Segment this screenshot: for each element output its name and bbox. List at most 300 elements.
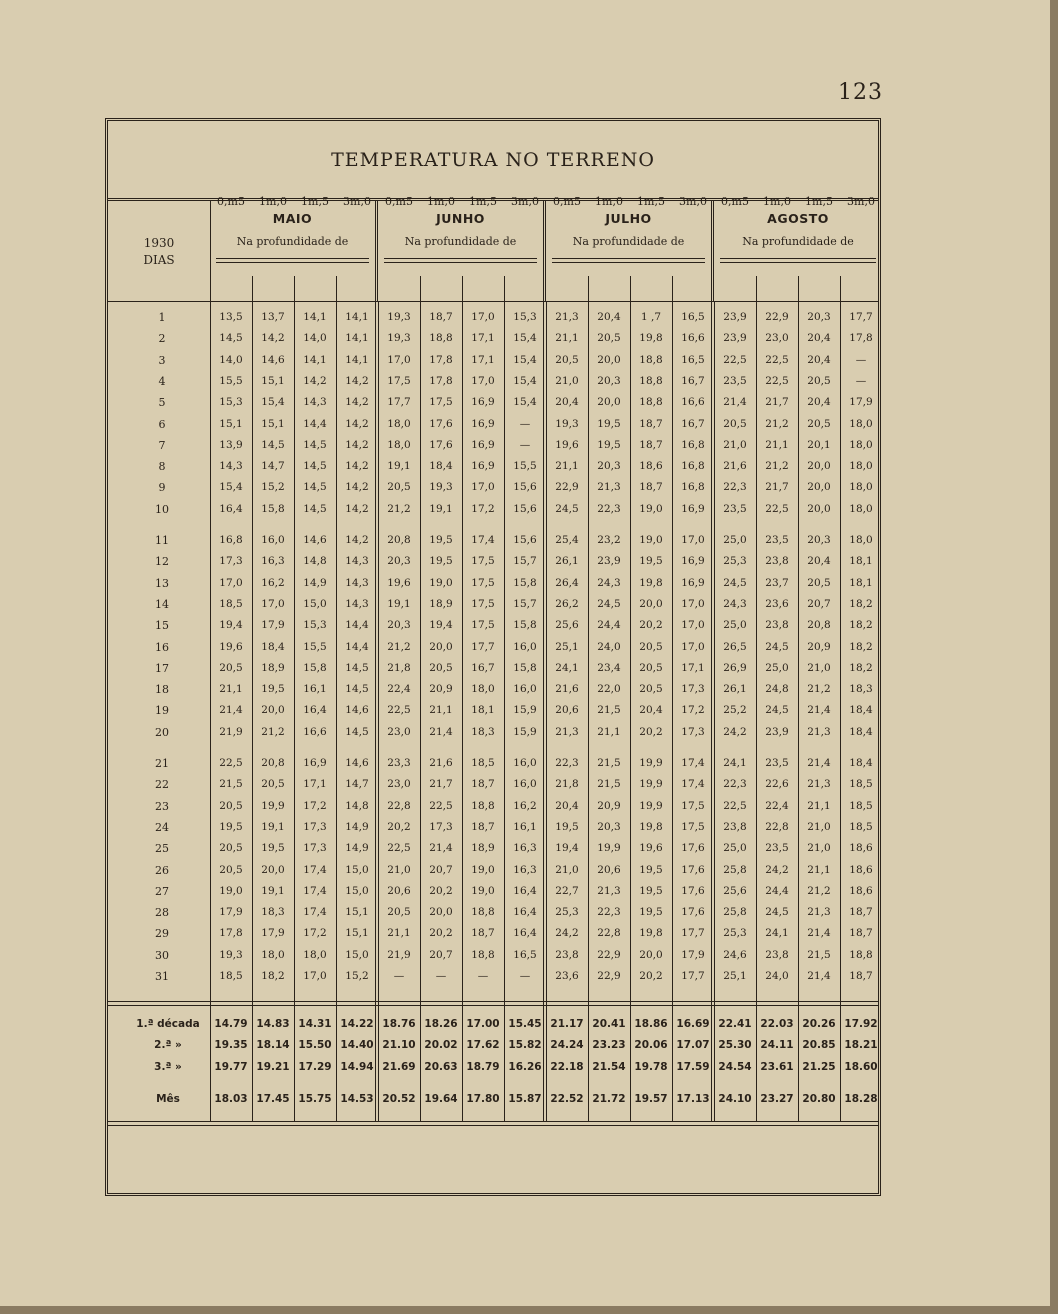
temperature-cell: 18,0 xyxy=(261,948,285,961)
temperature-cell: 21,0 xyxy=(387,863,411,876)
depth-label: 1m,5 xyxy=(805,195,833,208)
temperature-cell: 19,1 xyxy=(387,597,411,610)
temperature-cell: 14,5 xyxy=(219,332,243,345)
temperature-cell: 16,6 xyxy=(681,396,705,409)
temperature-cell: 15,0 xyxy=(345,884,369,897)
temperature-cell: 23,0 xyxy=(765,332,789,345)
temperature-cell: 21,2 xyxy=(261,725,285,738)
temperature-cell: 13,9 xyxy=(219,438,243,451)
depth-label: 0,m5 xyxy=(553,195,581,208)
temperature-cell: 20,5 xyxy=(723,417,747,430)
temperature-cell: 17,5 xyxy=(681,799,705,812)
temperature-cell: 22,5 xyxy=(765,374,789,387)
temperature-cell: 18,2 xyxy=(261,970,285,982)
summary-cell: 18.60 xyxy=(844,1061,878,1073)
temperature-cell: 26,1 xyxy=(555,555,579,568)
temperature-cell: 17,9 xyxy=(261,619,285,632)
temperature-cell: 19,0 xyxy=(639,534,663,546)
temperature-cell: 15,1 xyxy=(261,374,285,387)
temperature-cell: 24,3 xyxy=(723,597,747,610)
temperature-cell: 23,9 xyxy=(597,555,621,568)
day-number: 5 xyxy=(158,396,166,410)
temperature-cell: 16,9 xyxy=(471,417,495,430)
temperature-cell: 25,0 xyxy=(723,534,747,546)
temperature-cell: 15,4 xyxy=(261,396,285,409)
temperature-cell: 15,2 xyxy=(261,481,285,494)
temperature-cell: 18,3 xyxy=(261,906,285,919)
temperature-cell: 20,8 xyxy=(261,757,285,769)
temperature-cell: 19,8 xyxy=(639,820,663,833)
temperature-cell: 22,8 xyxy=(597,927,621,940)
temperature-cell: 17,9 xyxy=(219,906,243,919)
temperature-cell: 20,0 xyxy=(639,597,663,610)
temperature-cell: 22,3 xyxy=(555,757,579,769)
temperature-cell: 20,4 xyxy=(807,555,831,568)
temperature-cell: 20,5 xyxy=(387,481,411,494)
summary-cell: 22.41 xyxy=(718,1018,752,1030)
temperature-cell: 14,6 xyxy=(345,704,369,717)
temperature-cell: 19,0 xyxy=(429,576,453,589)
depth-subtitle: Na profundidade de xyxy=(236,235,349,248)
temperature-cell: 14,1 xyxy=(345,353,369,366)
temperature-cell: 19,3 xyxy=(555,417,579,430)
summary-cell: 15.82 xyxy=(508,1039,542,1051)
day-number: 12 xyxy=(155,555,169,569)
temperature-cell: 17,1 xyxy=(681,661,705,674)
temperature-cell: 23,5 xyxy=(765,842,789,855)
temperature-cell: 16,9 xyxy=(303,757,327,769)
temperature-cell: 16,1 xyxy=(303,683,327,696)
temperature-cell: 17,5 xyxy=(471,597,495,610)
year-label: 1930 xyxy=(143,236,175,250)
temperature-cell: 21,4 xyxy=(219,704,243,717)
summary-cell: 24.54 xyxy=(718,1061,752,1073)
temperature-cell: 16,2 xyxy=(513,799,537,812)
month-rule xyxy=(552,258,705,263)
temperature-cell: 23,8 xyxy=(555,948,579,961)
temperature-cell: 21,8 xyxy=(387,661,411,674)
temperature-cell: 21,2 xyxy=(387,502,411,515)
temperature-cell: 17,8 xyxy=(219,927,243,940)
temperature-cell: 18,2 xyxy=(849,640,873,653)
temperature-cell: 16,1 xyxy=(513,820,537,833)
temperature-cell: 14,2 xyxy=(345,534,369,546)
temperature-cell: 18,7 xyxy=(849,970,873,982)
temperature-cell: 19,0 xyxy=(639,502,663,515)
temperature-cell: 19,6 xyxy=(387,576,411,589)
summary-cell: 14.22 xyxy=(340,1018,374,1030)
temperature-cell: 21,0 xyxy=(807,842,831,855)
temperature-cell: 21,0 xyxy=(555,374,579,387)
day-number: 7 xyxy=(158,438,166,452)
temperature-cell: 17,2 xyxy=(303,799,327,812)
days-header xyxy=(108,201,211,301)
temperature-cell: 20,6 xyxy=(555,704,579,717)
temperature-cell: 16,5 xyxy=(681,311,705,323)
temperature-cell: 17,0 xyxy=(681,619,705,632)
temperature-cell: 24,3 xyxy=(597,576,621,589)
summary-rule xyxy=(108,1001,878,1006)
day-number: 3 xyxy=(158,353,166,367)
temperature-cell: 20,8 xyxy=(807,619,831,632)
temperature-cell: 15,6 xyxy=(513,534,537,546)
temperature-cell: 20,8 xyxy=(387,534,411,546)
temperature-cell: 22,5 xyxy=(219,757,243,769)
temperature-cell: 16,9 xyxy=(471,438,495,451)
temperature-cell: 15,4 xyxy=(513,332,537,345)
temperature-cell: 20,0 xyxy=(429,906,453,919)
summary-cell: 20.80 xyxy=(802,1093,836,1105)
temperature-cell: 19,5 xyxy=(639,863,663,876)
temperature-cell: 20,0 xyxy=(261,863,285,876)
summary-cell: 23.27 xyxy=(760,1093,794,1105)
temperature-cell: 21,3 xyxy=(555,725,579,738)
temperature-cell: 20,2 xyxy=(429,884,453,897)
summary-cell: 19.21 xyxy=(256,1061,290,1073)
temperature-cell: 14,4 xyxy=(303,417,327,430)
temperature-cell: — xyxy=(393,970,405,982)
temperature-cell: 18,7 xyxy=(849,927,873,940)
temperature-cell: 21,1 xyxy=(807,799,831,812)
temperature-cell: 14,6 xyxy=(303,534,327,546)
temperature-cell: 25,8 xyxy=(723,906,747,919)
temperature-cell: 14,7 xyxy=(261,460,285,473)
temperature-cell: 16,9 xyxy=(681,502,705,515)
temperature-cell: 24,0 xyxy=(597,640,621,653)
day-number: 17 xyxy=(155,661,169,675)
summary-cell: 21.72 xyxy=(592,1093,626,1105)
temperature-cell: 19,4 xyxy=(219,619,243,632)
temperature-cell: 17,8 xyxy=(429,374,453,387)
temperature-cell: 14,1 xyxy=(345,332,369,345)
temperature-cell: 15,1 xyxy=(219,417,243,430)
temperature-cell: 20,3 xyxy=(597,820,621,833)
temperature-cell: 20,5 xyxy=(387,906,411,919)
day-number: 19 xyxy=(155,704,169,718)
temperature-cell: 20,5 xyxy=(639,640,663,653)
temperature-cell: 22,6 xyxy=(765,778,789,791)
summary-label: Mês xyxy=(156,1093,180,1105)
temperature-cell: 18,4 xyxy=(261,640,285,653)
temperature-cell: 20,5 xyxy=(807,374,831,387)
temperature-cell: 15,5 xyxy=(219,374,243,387)
temperature-cell: 14,3 xyxy=(303,396,327,409)
temperature-cell: 21,5 xyxy=(597,704,621,717)
temperature-cell: 18,3 xyxy=(471,725,495,738)
temperature-cell: 18,8 xyxy=(471,948,495,961)
temperature-cell: 14,3 xyxy=(345,597,369,610)
temperature-cell: 18,0 xyxy=(849,460,873,473)
temperature-cell: 16,4 xyxy=(513,927,537,940)
temperature-cell: 16,9 xyxy=(471,396,495,409)
temperature-cell: 19,5 xyxy=(639,555,663,568)
temperature-cell: 21,1 xyxy=(219,683,243,696)
temperature-cell: 19,3 xyxy=(219,948,243,961)
summary-cell: 15.45 xyxy=(508,1018,542,1030)
day-number: 30 xyxy=(155,948,169,962)
temperature-cell: 17,4 xyxy=(303,884,327,897)
temperature-cell: 19,5 xyxy=(597,438,621,451)
month-header xyxy=(546,201,714,301)
temperature-cell: 18,5 xyxy=(849,820,873,833)
temperature-cell: 19,5 xyxy=(261,842,285,855)
temperature-cell: 18,7 xyxy=(639,438,663,451)
summary-cell: 17.92 xyxy=(844,1018,878,1030)
month-rule xyxy=(384,258,537,263)
temperature-cell: 23,2 xyxy=(597,534,621,546)
day-number: 2 xyxy=(158,332,166,346)
temperature-cell: 24,6 xyxy=(723,948,747,961)
depth-label: 0,m5 xyxy=(385,195,413,208)
summary-cell: 18.86 xyxy=(634,1018,668,1030)
summary-cell: 14.31 xyxy=(298,1018,332,1030)
temperature-cell: 20,5 xyxy=(597,332,621,345)
summary-cell: 14.83 xyxy=(256,1018,290,1030)
temperature-cell: 17,4 xyxy=(303,906,327,919)
temperature-cell: 24,1 xyxy=(723,757,747,769)
temperature-cell: — xyxy=(519,438,531,451)
summary-cell: 16.69 xyxy=(676,1018,710,1030)
summary-cell: 21.10 xyxy=(382,1039,416,1051)
temperature-cell: 17,5 xyxy=(681,820,705,833)
temperature-cell: 24,4 xyxy=(597,619,621,632)
temperature-cell: 18,2 xyxy=(849,661,873,674)
temperature-cell: 19,9 xyxy=(639,757,663,769)
temperature-cell: 20,5 xyxy=(429,661,453,674)
temperature-cell: 14,9 xyxy=(303,576,327,589)
day-number: 11 xyxy=(155,534,169,547)
temperature-cell: 17,6 xyxy=(429,438,453,451)
temperature-cell: 19,5 xyxy=(639,906,663,919)
table-frame xyxy=(105,118,881,1196)
summary-cell: 14.79 xyxy=(214,1018,248,1030)
temperature-cell: 18,8 xyxy=(471,799,495,812)
temperature-cell: 21,2 xyxy=(387,640,411,653)
temperature-cell: 20,2 xyxy=(639,725,663,738)
temperature-cell: 21,8 xyxy=(555,778,579,791)
summary-cell: 17.59 xyxy=(676,1061,710,1073)
temperature-cell: 22,7 xyxy=(555,884,579,897)
temperature-cell: 19,5 xyxy=(429,555,453,568)
temperature-cell: 15,0 xyxy=(345,948,369,961)
temperature-cell: 15,5 xyxy=(513,460,537,473)
temperature-cell: 21,1 xyxy=(765,438,789,451)
temperature-cell: 14,4 xyxy=(345,640,369,653)
temperature-cell: 14,2 xyxy=(345,481,369,494)
temperature-cell: 20,3 xyxy=(807,534,831,546)
temperature-cell: 17,3 xyxy=(303,820,327,833)
summary-cell: 20.63 xyxy=(424,1061,458,1073)
temperature-cell: 17,6 xyxy=(681,842,705,855)
temperature-cell: 20,7 xyxy=(429,863,453,876)
temperature-cell: 19,8 xyxy=(639,927,663,940)
temperature-cell: 23,3 xyxy=(387,757,411,769)
temperature-cell: 17,1 xyxy=(471,332,495,345)
temperature-cell: 25,1 xyxy=(555,640,579,653)
temperature-cell: 19,3 xyxy=(387,332,411,345)
temperature-cell: 20,3 xyxy=(597,374,621,387)
day-number: 10 xyxy=(155,502,169,516)
temperature-cell: 18,9 xyxy=(261,661,285,674)
temperature-cell: 21,1 xyxy=(555,332,579,345)
temperature-cell: 16,7 xyxy=(681,374,705,387)
temperature-cell: 20,4 xyxy=(597,311,621,323)
summary-cell: 17.13 xyxy=(676,1093,710,1105)
temperature-cell: 14,2 xyxy=(345,396,369,409)
temperature-cell: 19,1 xyxy=(261,884,285,897)
temperature-cell: 20,0 xyxy=(807,481,831,494)
page-title: TEMPERATURA NO TERRENO xyxy=(331,149,655,171)
temperature-cell: 21,1 xyxy=(387,927,411,940)
temperature-cell: 21,0 xyxy=(807,820,831,833)
temperature-cell: 16,0 xyxy=(513,640,537,653)
temperature-cell: 21,1 xyxy=(807,863,831,876)
temperature-cell: 19,3 xyxy=(429,481,453,494)
summary-cell: 20.52 xyxy=(382,1093,416,1105)
temperature-cell: 20,3 xyxy=(597,460,621,473)
temperature-cell: 17,0 xyxy=(471,481,495,494)
temperature-cell: 20,0 xyxy=(261,704,285,717)
temperature-cell: 18,8 xyxy=(429,332,453,345)
temperature-cell: 17,3 xyxy=(681,725,705,738)
temperature-cell: 24,8 xyxy=(765,683,789,696)
temperature-cell: 17,0 xyxy=(219,576,243,589)
summary-cell: 15.87 xyxy=(508,1093,542,1105)
temperature-cell: — xyxy=(855,374,867,387)
temperature-cell: 21,2 xyxy=(765,460,789,473)
temperature-cell: 21,6 xyxy=(429,757,453,769)
month-name: MAIO xyxy=(272,211,313,226)
month-rule xyxy=(720,258,876,263)
temperature-cell: 18,7 xyxy=(639,481,663,494)
depth-subtitle: Na profundidade de xyxy=(742,235,854,248)
temperature-cell: 20,5 xyxy=(219,842,243,855)
temperature-cell: 14,7 xyxy=(345,778,369,791)
temperature-cell: 20,1 xyxy=(807,438,831,451)
temperature-cell: 17,4 xyxy=(303,863,327,876)
day-number: 13 xyxy=(155,576,169,590)
temperature-cell: 24,5 xyxy=(597,597,621,610)
temperature-cell: — xyxy=(519,417,531,430)
temperature-cell: 18,3 xyxy=(849,683,873,696)
temperature-cell: 20,5 xyxy=(219,863,243,876)
temperature-cell: 19,4 xyxy=(555,842,579,855)
temperature-cell: 24,2 xyxy=(723,725,747,738)
depth-label: 3m,0 xyxy=(679,195,707,208)
temperature-cell: 16,2 xyxy=(261,576,285,589)
summary-cell: 18.14 xyxy=(256,1039,290,1051)
summary-cell: 20.41 xyxy=(592,1018,626,1030)
summary-cell: 14.40 xyxy=(340,1039,374,1051)
temperature-cell: 18,2 xyxy=(849,619,873,632)
temperature-cell: 20,6 xyxy=(387,884,411,897)
depth-label: 1m,0 xyxy=(595,195,623,208)
temperature-cell: 21,3 xyxy=(807,778,831,791)
temperature-cell: 23,8 xyxy=(765,619,789,632)
temperature-cell: 19,4 xyxy=(429,619,453,632)
temperature-cell: 14,9 xyxy=(345,820,369,833)
temperature-cell: 19,5 xyxy=(555,820,579,833)
temperature-cell: 16,9 xyxy=(471,460,495,473)
summary-cell: 17.62 xyxy=(466,1039,500,1051)
summary-cell: 21.54 xyxy=(592,1061,626,1073)
summary-cell: 24.24 xyxy=(550,1039,584,1051)
header-rule xyxy=(108,301,878,302)
temperature-cell: 22,5 xyxy=(387,704,411,717)
temperature-cell: 22,0 xyxy=(597,683,621,696)
temperature-cell: 22,9 xyxy=(597,970,621,982)
temperature-cell: 16,8 xyxy=(681,438,705,451)
summary-cell: 21.69 xyxy=(382,1061,416,1073)
temperature-cell: 18,8 xyxy=(639,374,663,387)
temperature-cell: 23,0 xyxy=(387,778,411,791)
temperature-cell: 18,5 xyxy=(849,799,873,812)
temperature-cell: 14,1 xyxy=(303,353,327,366)
temperature-cell: 18,6 xyxy=(849,884,873,897)
temperature-cell: 18,4 xyxy=(429,460,453,473)
temperature-cell: 23,9 xyxy=(723,332,747,345)
day-number: 28 xyxy=(155,906,169,920)
temperature-cell: 21,4 xyxy=(807,927,831,940)
temperature-cell: 24,1 xyxy=(555,661,579,674)
temperature-cell: 17,2 xyxy=(303,927,327,940)
temperature-cell: 20,5 xyxy=(219,799,243,812)
temperature-cell: 14,3 xyxy=(345,555,369,568)
temperature-cell: 17,5 xyxy=(471,619,495,632)
temperature-cell: 17,6 xyxy=(429,417,453,430)
temperature-cell: 24,1 xyxy=(765,927,789,940)
temperature-cell: 20,2 xyxy=(639,970,663,982)
temperature-cell: 14,5 xyxy=(303,438,327,451)
temperature-cell: 23,5 xyxy=(723,502,747,515)
summary-cell: 20.06 xyxy=(634,1039,668,1051)
temperature-cell: 18,5 xyxy=(849,778,873,791)
temperature-cell: 20,0 xyxy=(597,396,621,409)
temperature-cell: 20,3 xyxy=(387,619,411,632)
temperature-cell: 14,5 xyxy=(345,725,369,738)
summary-cell: 19.78 xyxy=(634,1061,668,1073)
temperature-cell: 18,7 xyxy=(471,820,495,833)
temperature-cell: 17,0 xyxy=(681,534,705,546)
temperature-cell: 17,4 xyxy=(681,778,705,791)
temperature-cell: 20,5 xyxy=(555,353,579,366)
temperature-cell: 15,5 xyxy=(303,640,327,653)
temperature-cell: 21,2 xyxy=(765,417,789,430)
month-rule xyxy=(216,258,369,263)
depth-subtitle: Na profundidade de xyxy=(572,235,685,248)
summary-cell: 15.75 xyxy=(298,1093,332,1105)
temperature-cell: 21,6 xyxy=(723,460,747,473)
temperature-cell: 17,8 xyxy=(849,332,873,345)
temperature-cell: 17,9 xyxy=(681,948,705,961)
temperature-cell: 22,8 xyxy=(387,799,411,812)
temperature-cell: 17,3 xyxy=(681,683,705,696)
temperature-cell: 26,9 xyxy=(723,661,747,674)
temperature-cell: 22,9 xyxy=(765,311,789,323)
temperature-cell: 23,7 xyxy=(765,576,789,589)
temperature-cell: 20,2 xyxy=(429,927,453,940)
temperature-cell: 18,7 xyxy=(471,778,495,791)
temperature-cell: 21,1 xyxy=(429,704,453,717)
temperature-cell: 17,5 xyxy=(387,374,411,387)
temperature-cell: 24,5 xyxy=(723,576,747,589)
summary-cell: 18.21 xyxy=(844,1039,878,1051)
temperature-cell: 25,0 xyxy=(723,842,747,855)
temperature-cell: 21,2 xyxy=(807,683,831,696)
temperature-cell: 16,7 xyxy=(471,661,495,674)
temperature-cell: 14,1 xyxy=(345,311,369,323)
depth-label: 1m,0 xyxy=(259,195,287,208)
